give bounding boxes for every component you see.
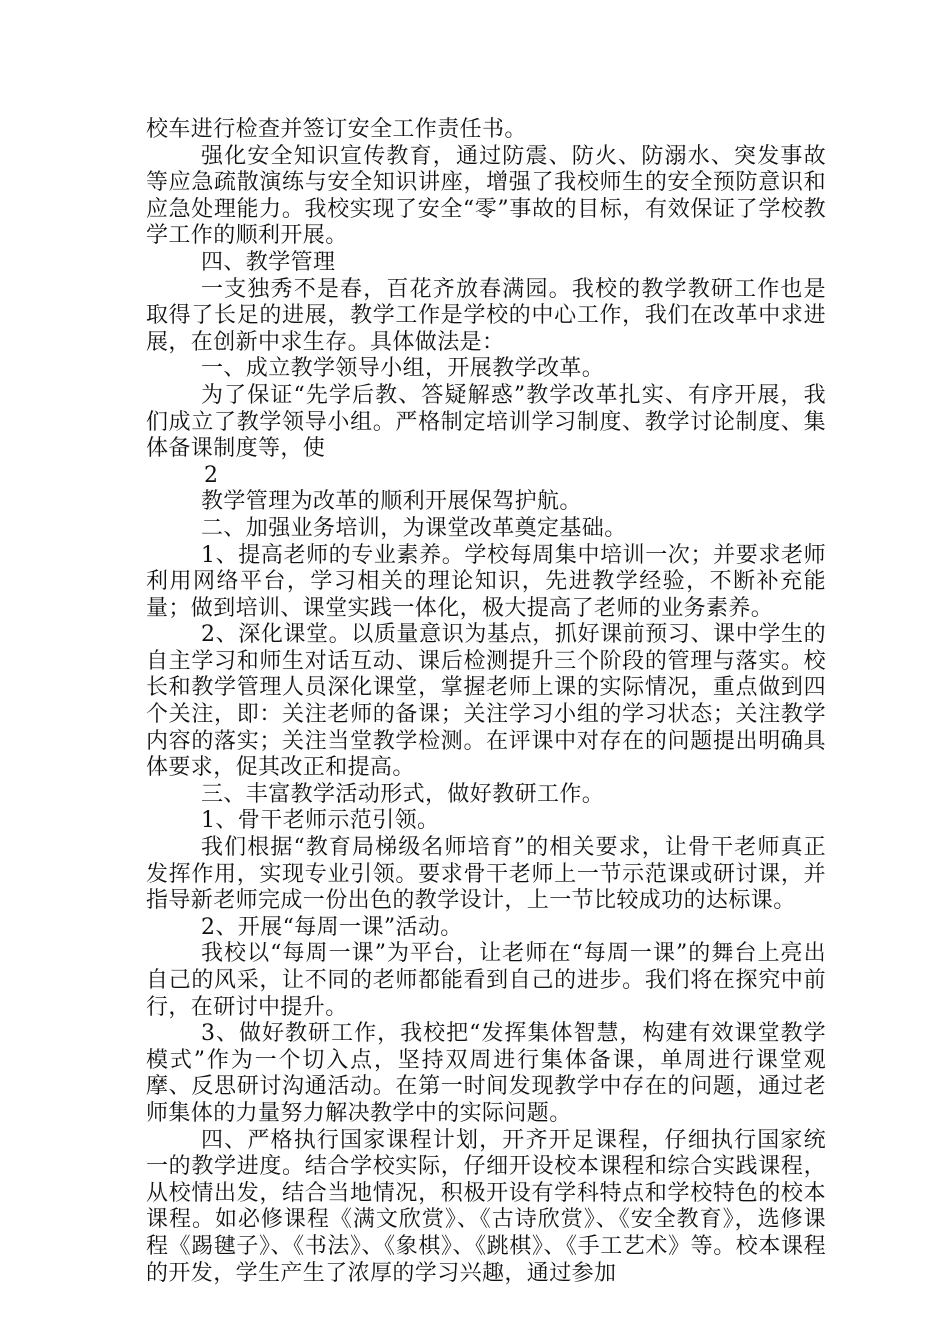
subheading-weekly-lesson: 2、开展“每周一课”活动。 xyxy=(201,914,463,940)
paragraph-teaching-research: 3、做好教研工作，我校把“发挥集体智慧，构建有效课堂教学模式”作为一个切入点，坚持双周进行集体备课，单周进行课堂观摩、反思研讨沟通活动。在第一时间发现教学中存在的问题，通过老师集体的力量努力解决教学中的实际问题。 xyxy=(146,1021,826,1126)
subheading-leadership-group: 一、成立教学领导小组，开展教学改革。 xyxy=(201,356,605,382)
paragraph-management-support: 教学管理为改革的顺利开展保驾护航。 xyxy=(201,489,582,515)
paragraph-teaching-intro: 一支独秀不是春，百花齐放春满园。我校的教学教研工作也是取得了长足的进展，教学工作是学校的中心工作，我们在改革中求进展，在创新中求生存。具体做法是： xyxy=(146,276,826,355)
paragraph-leadership-group: 为了保证“先学后教、答疑解惑”教学改革扎实、有序开展，我们成立了教学领导小组。严格制定培训学习制度、教学讨论制度、集体备课制度等，使 xyxy=(146,382,826,462)
document-body xyxy=(146,117,826,1287)
section-heading-teaching-management: 四、教学管理 xyxy=(201,249,336,275)
paragraph-backbone-teachers: 我们根据“教育局梯级名师培育”的相关要求，让骨干老师真正发挥作用，实现专业引领。要求骨干老师上一节示范课或研讨课，并指导新老师完成一份出色的教学设计，上一节比较成功的达标课。 xyxy=(146,835,826,914)
subheading-backbone-teachers: 1、骨干老师示范引领。 xyxy=(201,808,440,834)
paragraph-deepen-classroom: 2、深化课堂。以质量意识为基点，抓好课前预习、课中学生的自主学习和师生对话互动、课后检测提升三个阶段的管理与落实。校长和教学管理人员深化课堂，掌握老师上课的实际情况，重点做到四个关注，即：关注老师的备课；关注学习小组的学习状态；关注教学内容的落实；关注当堂教学检测。在评课中对存在的问题提出明确具体要求，促其改正和提高。 xyxy=(146,622,826,781)
paragraph-safety-education: 强化安全知识宣传教育，通过防震、防火、防溺水、突发事故等应急疏散演练与安全知识讲座，增强了我校师生的安全预防意识和应急处理能力。我校实现了安全“零”事故的目标，有效保证了学校教学工作的顺利开展。 xyxy=(146,143,826,249)
page-number: 2 xyxy=(204,462,219,488)
subheading-teaching-activities: 三、丰富教学活动形式，做好教研工作。 xyxy=(201,781,605,807)
paragraph-weekly-lesson: 我校以“每周一课”为平台，让老师在“每周一课”的舞台上亮出自己的风采，让不同的老师都能看到自己的进步。我们将在探究中前行，在研讨中提升。 xyxy=(146,941,826,1020)
paragraph-continued: 校车进行检查并签订安全工作责任书。 xyxy=(146,117,527,142)
paragraph-teacher-quality: 1、提高老师的专业素养。学校每周集中培训一次；并要求老师利用网络平台，学习相关的理论知识，先进教学经验，不断补充能量；做到培训、课堂实践一体化，极大提高了老师的业务素养。 xyxy=(146,542,826,621)
paragraph-national-curriculum: 四、严格执行国家课程计划，开齐开足课程，仔细执行国家统一的教学进度。结合学校实际，仔细开设校本课程和综合实践课程，从校情出发，结合当地情况，积极开设有学科特点和学校特色的校本课程。如必修课程《满文欣赏》、《古诗欣赏》、《安全教育》，选修课程《踢毽子》、《书法》、《象棋》、《跳棋》、《手工艺术》等。校本课程的开发，学生产生了浓厚的学习兴趣，通过参加 xyxy=(146,1127,826,1286)
subheading-training: 二、加强业务培训，为课堂改革奠定基础。 xyxy=(201,515,627,541)
